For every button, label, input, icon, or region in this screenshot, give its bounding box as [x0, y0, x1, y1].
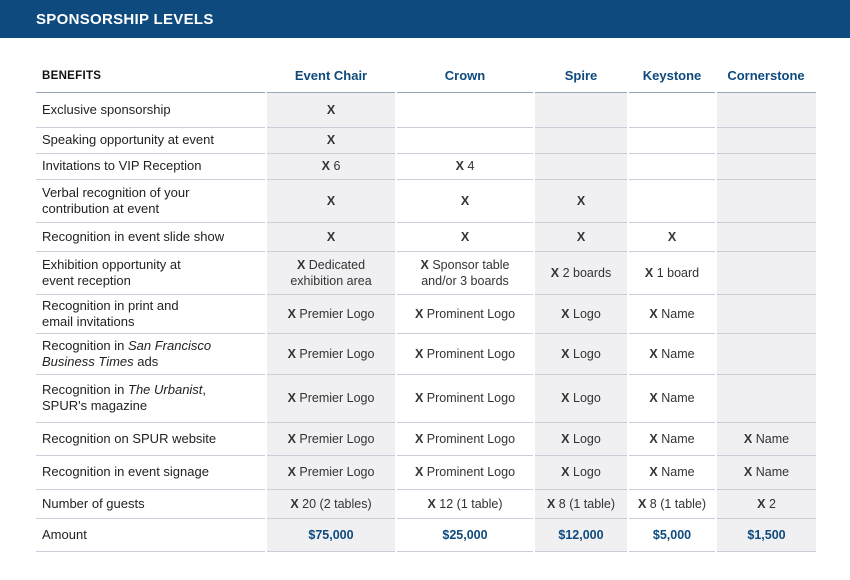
- cell-spire: X: [534, 179, 628, 222]
- cell-keystone: X 8 (1 table): [628, 489, 716, 518]
- table-row: [36, 333, 816, 374]
- table-row: [36, 92, 816, 127]
- cell-spire: X Logo: [534, 455, 628, 489]
- cell-spire: X Logo: [534, 374, 628, 422]
- benefit-label: Speaking opportunity at event: [36, 127, 266, 153]
- table-row: [36, 222, 816, 251]
- cell-event-chair: X Premier Logo: [266, 374, 396, 422]
- cell-cornerstone: [716, 333, 816, 374]
- cell-cornerstone: [716, 92, 816, 127]
- cell-event-chair: X 6: [266, 153, 396, 179]
- page-title: SPONSORSHIP LEVELS: [36, 11, 214, 28]
- benefit-label: Exclusive sponsorship: [36, 92, 266, 127]
- column-header-spire: Spire: [534, 60, 628, 92]
- cell-spire: [534, 92, 628, 127]
- cell-spire: X Logo: [534, 333, 628, 374]
- header-bar: [0, 0, 850, 38]
- cell-event-chair: X: [266, 92, 396, 127]
- cell-crown: X Sponsor table and/or 3 boards: [396, 251, 534, 294]
- cell-cornerstone: [716, 294, 816, 333]
- cell-keystone: X Name: [628, 294, 716, 333]
- cell-spire: X 2 boards: [534, 251, 628, 294]
- amount-row: [36, 518, 816, 551]
- sponsorship-table: [36, 60, 816, 552]
- cell-crown: X: [396, 222, 534, 251]
- benefit-label: Recognition in The Urbanist, SPUR's magazine: [36, 374, 266, 422]
- cell-event-chair: X Premier Logo: [266, 333, 396, 374]
- cell-keystone: X Name: [628, 422, 716, 455]
- cell-crown: [396, 127, 534, 153]
- benefit-label: Invitations to VIP Reception: [36, 153, 266, 179]
- cell-spire: X Logo: [534, 294, 628, 333]
- benefit-label: Recognition in event signage: [36, 455, 266, 489]
- column-header-event-chair: Event Chair: [266, 60, 396, 92]
- cell-event-chair: X Premier Logo: [266, 455, 396, 489]
- cell-cornerstone: [716, 179, 816, 222]
- cell-crown: X 4: [396, 153, 534, 179]
- cell-keystone: X Name: [628, 374, 716, 422]
- cell-keystone: X 1 board: [628, 251, 716, 294]
- cell-crown: X Prominent Logo: [396, 374, 534, 422]
- cell-event-chair: X 20 (2 tables): [266, 489, 396, 518]
- benefit-label: Recognition on SPUR website: [36, 422, 266, 455]
- amount-event-chair: $75,000: [266, 518, 396, 551]
- cell-keystone: X: [628, 222, 716, 251]
- column-header-keystone: Keystone: [628, 60, 716, 92]
- cell-event-chair: X: [266, 222, 396, 251]
- cell-keystone: [628, 127, 716, 153]
- benefit-label: Recognition in event slide show: [36, 222, 266, 251]
- cell-cornerstone: [716, 153, 816, 179]
- amount-label: Amount: [36, 518, 266, 551]
- cell-cornerstone: X Name: [716, 422, 816, 455]
- amount-keystone: $5,000: [628, 518, 716, 551]
- table-row: [36, 374, 816, 422]
- table-row: [36, 489, 816, 518]
- cell-crown: X Prominent Logo: [396, 455, 534, 489]
- column-header-crown: Crown: [396, 60, 534, 92]
- cell-crown: X Prominent Logo: [396, 294, 534, 333]
- cell-crown: X 12 (1 table): [396, 489, 534, 518]
- cell-keystone: X Name: [628, 333, 716, 374]
- table-row: [36, 179, 816, 222]
- benefit-label: Number of guests: [36, 489, 266, 518]
- table-row: [36, 455, 816, 489]
- table-row: [36, 422, 816, 455]
- cell-cornerstone: [716, 251, 816, 294]
- benefit-label: Recognition in San Francisco Business Times ads: [36, 333, 266, 374]
- cell-spire: [534, 127, 628, 153]
- cell-crown: X: [396, 179, 534, 222]
- cell-cornerstone: X Name: [716, 455, 816, 489]
- benefit-label: Exhibition opportunity at event reception: [36, 251, 266, 294]
- table-row: [36, 153, 816, 179]
- benefit-label: Verbal recognition of your contribution at event: [36, 179, 266, 222]
- benefit-label: Recognition in print and email invitations: [36, 294, 266, 333]
- cell-keystone: X Name: [628, 455, 716, 489]
- cell-event-chair: X Premier Logo: [266, 294, 396, 333]
- cell-cornerstone: [716, 222, 816, 251]
- amount-crown: $25,000: [396, 518, 534, 551]
- table-row: [36, 127, 816, 153]
- cell-cornerstone: [716, 127, 816, 153]
- cell-keystone: [628, 92, 716, 127]
- cell-event-chair: X: [266, 179, 396, 222]
- cell-crown: X Prominent Logo: [396, 333, 534, 374]
- column-header-cornerstone: Cornerstone: [716, 60, 816, 92]
- cell-keystone: [628, 179, 716, 222]
- cell-event-chair: X Premier Logo: [266, 422, 396, 455]
- cell-cornerstone: X 2: [716, 489, 816, 518]
- table-header-row: [36, 60, 816, 92]
- amount-spire: $12,000: [534, 518, 628, 551]
- table-row: [36, 251, 816, 294]
- cell-spire: [534, 153, 628, 179]
- cell-keystone: [628, 153, 716, 179]
- cell-spire: X Logo: [534, 422, 628, 455]
- cell-spire: X 8 (1 table): [534, 489, 628, 518]
- amount-cornerstone: $1,500: [716, 518, 816, 551]
- table-row: [36, 294, 816, 333]
- cell-cornerstone: [716, 374, 816, 422]
- cell-event-chair: X: [266, 127, 396, 153]
- cell-spire: X: [534, 222, 628, 251]
- cell-crown: X Prominent Logo: [396, 422, 534, 455]
- column-header-benefits: BENEFITS: [36, 60, 266, 92]
- cell-event-chair: X Dedicated exhibition area: [266, 251, 396, 294]
- cell-crown: [396, 92, 534, 127]
